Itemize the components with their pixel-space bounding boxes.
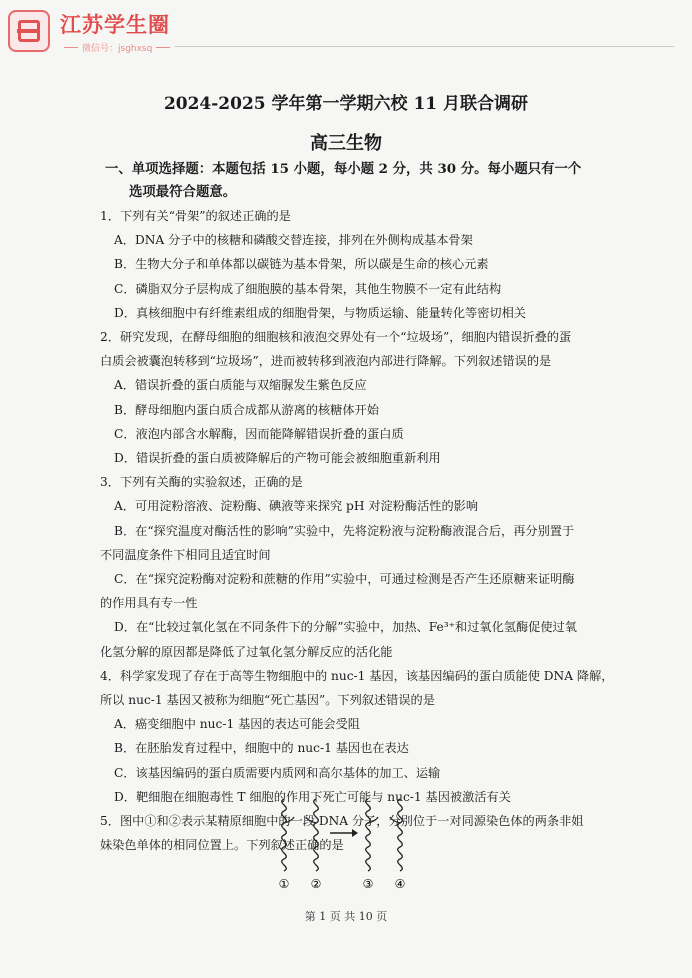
option-b: B．在胚胎发育过程中，细胞中的 nuc-1 基因也在表达 — [114, 741, 409, 756]
option-d: D．在“比较过氧化氢在不同条件下的分解”实验中，加热、Fe³⁺和过氧化氢酶促使过氧 — [114, 620, 577, 635]
question-stem: 4．科学家发现了存在于高等生物细胞中的 nuc-1 基因，该基因编码的蛋白质能使 DNA 降解， — [100, 668, 614, 683]
question-stem-cont: 所以 nuc-1 基因又被称为细胞“死亡基因”。下列叙述错误的是 — [100, 693, 435, 708]
option-c-cont: 的作用具有专一性 — [100, 596, 198, 611]
question-2 — [100, 325, 615, 470]
question-1 — [100, 204, 615, 325]
option-b: B．在“探究温度对酶活性的影响”实验中，先将淀粉液与淀粉酶液混合后，再分别置于 — [114, 523, 575, 538]
exam-content — [100, 158, 615, 857]
arrow-icon — [330, 829, 358, 837]
brand-name: 江苏学生圈 — [60, 12, 170, 37]
option-c: C．磷脂双分子层构成了细胞膜的基本骨架，其他生物膜不一定有此结构 — [114, 281, 502, 296]
dna-strand-2 — [314, 799, 319, 871]
option-a: A．癌变细胞中 nuc-1 基因的表达可能会受阻 — [114, 717, 360, 732]
option-a: A．DNA 分子中的核糖和磷酸交替连接，排列在外侧构成基本骨架 — [114, 233, 473, 248]
figure-label-2: ② — [310, 877, 322, 891]
exam-title: 2024-2025 学年第一学期六校 11 月联合调研 — [163, 94, 529, 114]
question-3 — [100, 470, 615, 664]
option-d-cont: 化氢分解的原因都是降低了过氧化氢分解反应的活化能 — [100, 644, 393, 659]
dna-strand-3 — [366, 799, 371, 871]
question-stem: 5．图中①和②表示某精原细胞中的一段 DNA 分子，分别位于一对同源染色体的两条非姐 — [100, 814, 584, 829]
brand-logo — [8, 6, 174, 56]
brand-wechat: 微信号：jsghxsq — [82, 43, 153, 54]
option-d: D．真核细胞中有纤维素组成的细胞骨架，与物质运输、能量转化等密切相关 — [114, 305, 526, 320]
question-stem: 1．下列有关“骨架”的叙述正确的是 — [100, 209, 291, 223]
figure-label-1: ① — [278, 877, 290, 891]
question-stem: 2．研究发现，在酵母细胞的细胞核和液泡交界处有一个“垃圾场”，细胞内错误折叠的蛋 — [100, 330, 572, 345]
section-heading: 一、单项选择题：本题包括 15 小题，每小题 2 分，共 30 分。每小题只有一个 选项最符合题意。 — [105, 161, 582, 200]
page-footer: 第 1 页 共 10 页 — [304, 910, 388, 923]
option-c: C．该基因编码的蛋白质需要内质网和高尔基体的加工、运输 — [114, 765, 441, 780]
option-d: D．靶细胞在细胞毒性 T 细胞的作用下死亡可能与 nuc-1 基因被激活有关 — [114, 789, 511, 804]
dna-crossover-figure — [272, 793, 420, 891]
option-b: B．酵母细胞内蛋白质合成都从游离的核糖体开始 — [114, 402, 379, 417]
option-a: A．可用淀粉溶液、淀粉酶、碘液等来探究 pH 对淀粉酶活性的影响 — [114, 499, 479, 514]
brand-logo-icon — [8, 10, 50, 52]
question-stem-cont: 白质会被囊泡转移到“垃圾场”，进而被转移到液泡内部进行降解。下列叙述错误的是 — [100, 354, 552, 369]
option-b-cont: 不同温度条件下相同且适宜时间 — [100, 547, 271, 562]
header-divider — [175, 46, 674, 47]
question-stem: 3．下列有关酶的实验叙述，正确的是 — [100, 475, 303, 490]
option-c: C．液泡内部含水解酶，因而能降解错误折叠的蛋白质 — [114, 426, 404, 441]
figure-label-4: ④ — [394, 877, 406, 891]
option-a: A．错误折叠的蛋白质能与双缩脲发生紫色反应 — [114, 378, 367, 393]
dna-strand-4 — [398, 799, 403, 871]
exam-subtitle: 高三生物 — [310, 133, 382, 154]
question-4 — [100, 664, 615, 809]
option-b: B．生物大分子和单体都以碳链为基本骨架，所以碳是生命的核心元素 — [114, 257, 489, 272]
dna-strand-1 — [282, 799, 287, 871]
option-c: C．在“探究淀粉酶对淀粉和蔗糖的作用”实验中，可通过检测是否产生还原糖来证明酶 — [114, 572, 575, 587]
figure-label-3: ③ — [362, 877, 374, 891]
question-stem-cont: 妹染色单体的相同位置上。下列叙述正确的是 — [100, 838, 344, 853]
option-d: D．错误折叠的蛋白质被降解后的产物可能会被细胞重新利用 — [114, 451, 441, 466]
